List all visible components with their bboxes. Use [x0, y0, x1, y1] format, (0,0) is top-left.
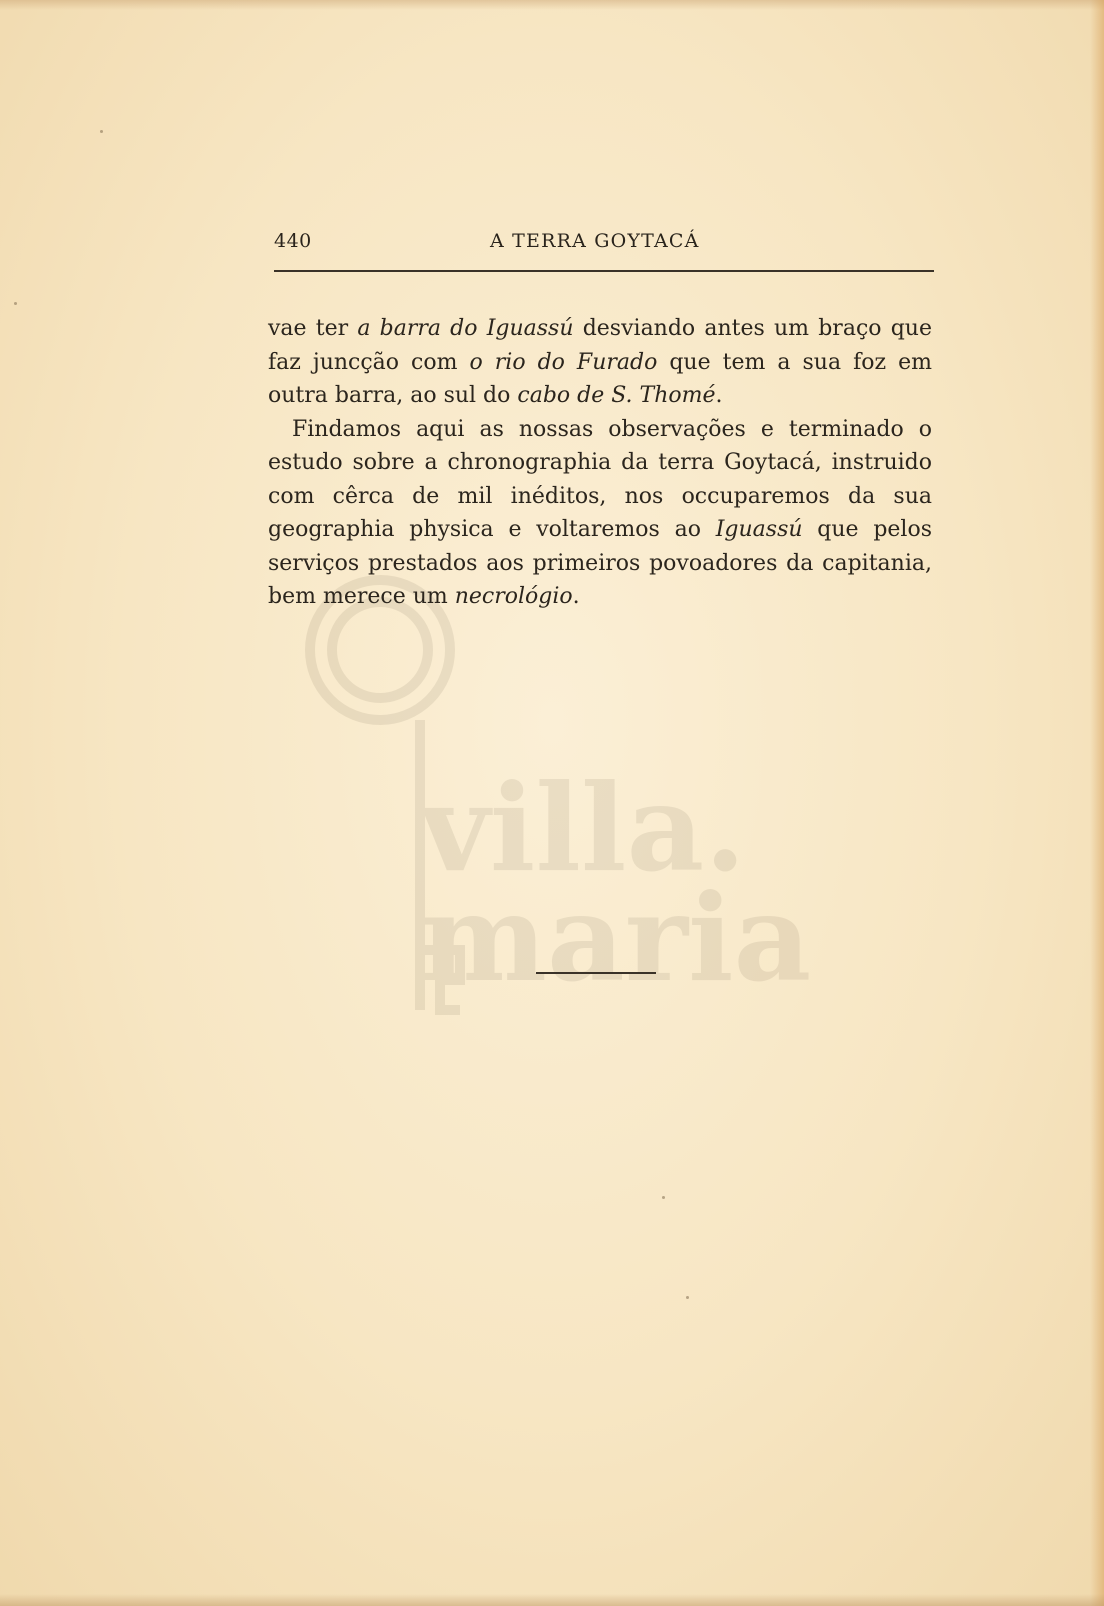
p1-italic-2: o rio do Furado [469, 349, 658, 375]
p2-text-2: que pelos serviços prestados aos primeiros povoadores da capitania, bem merece um [268, 517, 933, 609]
page-number: 440 [274, 230, 312, 252]
running-head [274, 230, 934, 262]
header-rule [274, 270, 934, 272]
watermark-text-line2: maria [420, 868, 812, 1009]
page-edge-top [0, 0, 1104, 10]
watermark-text-line1: villa. [420, 758, 747, 899]
p1-italic-1: a barra do Iguassú [357, 316, 574, 341]
paragraph-2 [268, 413, 932, 614]
page-edge-right [1090, 0, 1104, 1606]
p1-text-1: vae ter [268, 316, 358, 341]
page-edge-bottom [0, 1594, 1104, 1606]
paper-speck [686, 1296, 689, 1299]
paper-speck [662, 1196, 665, 1199]
p1-text-2: desviando antes um braço que faz juncção com [268, 316, 932, 375]
paper-speck [14, 302, 17, 305]
paper-speck [100, 130, 103, 133]
running-title: A TERRA GOYTACÁ [490, 230, 700, 252]
end-rule [536, 972, 656, 974]
p2-italic-1: Iguassú [715, 517, 803, 542]
p1-italic-3: cabo de S. Thomé [517, 383, 716, 408]
p1-text-4: . [715, 383, 723, 408]
p2-text-1: Findamos aqui as nossas observações e terminado o estudo sobre a chronographia da terra Goytacá, instruido com cêrca de mil inéditos, nos occuparemos da sua geographia physica e voltaremos ao [268, 416, 932, 542]
watermark-ring-inner [332, 602, 428, 698]
paragraph-1 [268, 312, 932, 413]
library-watermark [270, 570, 830, 1090]
p2-italic-2: necrológio [454, 584, 573, 609]
p2-text-3: . [572, 584, 580, 609]
body-text [268, 312, 932, 614]
p1-text-3: que tem a sua foz em outra barra, ao sul do [268, 349, 932, 408]
